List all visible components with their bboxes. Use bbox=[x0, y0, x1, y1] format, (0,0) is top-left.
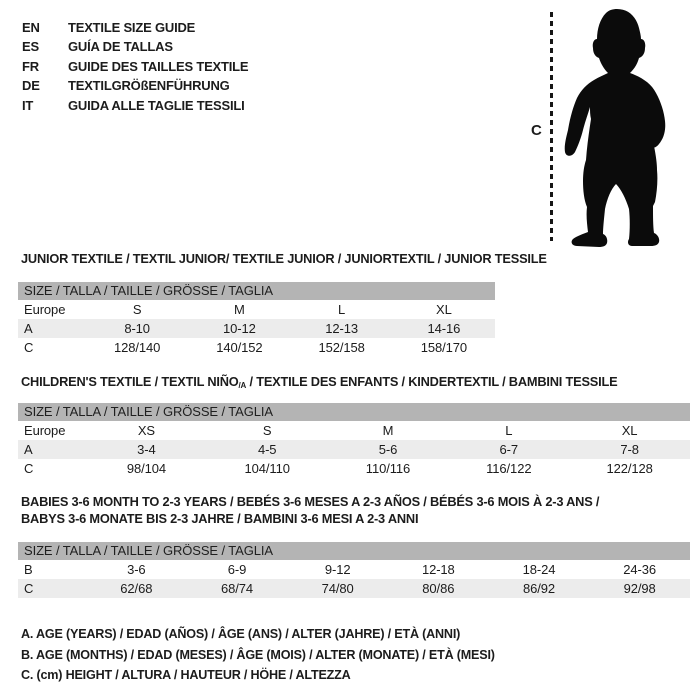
age-cell: 10-12 bbox=[223, 321, 256, 336]
age-cell: 6-7 bbox=[499, 442, 519, 457]
row-label: Europe bbox=[24, 423, 66, 438]
height-cell: 68/74 bbox=[220, 581, 254, 596]
months-cell: 3-6 bbox=[127, 562, 146, 577]
age-cell: 14-16 bbox=[427, 321, 461, 336]
months-cell: 9-12 bbox=[324, 562, 351, 577]
row-label: A bbox=[24, 321, 33, 336]
children-size-table bbox=[18, 403, 690, 478]
children-title-sub: /A bbox=[238, 381, 247, 390]
height-cell: 158/170 bbox=[420, 340, 468, 355]
lang-code: DE bbox=[22, 78, 40, 94]
height-cell: 86/92 bbox=[522, 581, 556, 596]
age-cell: 7-8 bbox=[620, 442, 639, 457]
height-dotted-line bbox=[550, 12, 553, 241]
lang-row-en bbox=[22, 18, 248, 37]
age-cell: 4-5 bbox=[257, 442, 277, 457]
height-cell: 62/68 bbox=[120, 581, 153, 596]
babies-section-title bbox=[21, 493, 599, 527]
height-cell: 104/110 bbox=[244, 461, 290, 476]
table-row-europe bbox=[18, 421, 690, 440]
lang-row-de bbox=[22, 76, 248, 95]
lang-code: ES bbox=[22, 39, 39, 55]
babies-title-line2: BABYS 3-6 MONATE BIS 2-3 JAHRE / BAMBINI 3-6 MESI A 2-3 ANNI bbox=[21, 511, 419, 526]
footnote-c: C. (cm) HEIGHT / ALTURA / HAUTEUR / HÖHE / ALTEZZA bbox=[21, 668, 351, 682]
table-row-age bbox=[18, 319, 495, 338]
table-row-age bbox=[18, 440, 690, 459]
height-cell: 110/116 bbox=[365, 461, 411, 476]
babies-size-table bbox=[18, 542, 690, 598]
row-label: Europe bbox=[24, 302, 66, 317]
months-cell: 18-24 bbox=[522, 562, 556, 577]
lang-code: FR bbox=[22, 58, 39, 74]
size-cell: M bbox=[382, 423, 394, 438]
language-list bbox=[22, 18, 248, 115]
footnote-a: A. AGE (YEARS) / EDAD (AÑOS) / ÂGE (ANS) / ALTER (JAHRE) / ETÀ (ANNI) bbox=[21, 627, 461, 641]
age-cell: 12-13 bbox=[325, 321, 358, 336]
months-cell: 12-18 bbox=[421, 562, 455, 577]
size-cell: XL bbox=[621, 423, 638, 438]
children-section-title bbox=[21, 374, 617, 390]
size-header-bar: SIZE / TALLA / TAILLE / GRÖSSE / TAGLIA bbox=[18, 542, 690, 560]
row-label: A bbox=[24, 442, 33, 457]
size-cell: S bbox=[132, 302, 142, 317]
baby-silhouette-icon bbox=[556, 6, 700, 248]
lang-title: TEXTILE SIZE GUIDE bbox=[68, 20, 196, 35]
height-cell: 80/86 bbox=[422, 581, 455, 596]
age-cell: 3-4 bbox=[137, 442, 156, 457]
height-cell: 98/104 bbox=[126, 461, 166, 476]
months-cell: 24-36 bbox=[623, 562, 657, 577]
size-cell: L bbox=[505, 423, 513, 438]
row-label: C bbox=[24, 461, 34, 476]
junior-size-table bbox=[18, 282, 495, 357]
height-cell: 74/80 bbox=[321, 581, 354, 596]
lang-row-es bbox=[22, 37, 248, 56]
lang-title: TEXTILGRÖßENFÜHRUNG bbox=[68, 78, 230, 94]
lang-code: EN bbox=[22, 20, 40, 35]
babies-title-line1: BABIES 3-6 MONTH TO 2-3 YEARS / BEBÉS 3-6 MESES A 2-3 AÑOS / BÉBÉS 3-6 MOIS À 2-3 ANS / bbox=[21, 494, 600, 509]
size-cell: S bbox=[262, 423, 272, 438]
size-header-bar: SIZE / TALLA / TAILLE / GRÖSSE / TAGLIA bbox=[18, 282, 495, 300]
height-cell: 116/122 bbox=[486, 461, 532, 476]
height-cell: 122/128 bbox=[606, 461, 653, 476]
age-cell: 5-6 bbox=[378, 442, 398, 457]
lang-row-fr bbox=[22, 57, 248, 76]
height-cell: 92/98 bbox=[623, 581, 656, 596]
age-cell: 8-10 bbox=[124, 321, 150, 336]
size-header-bar: SIZE / TALLA / TAILLE / GRÖSSE / TAGLIA bbox=[18, 403, 690, 421]
lang-row-it bbox=[22, 96, 248, 115]
size-cell: L bbox=[338, 302, 346, 317]
lang-title: GUÍA DE TALLAS bbox=[68, 39, 173, 55]
height-measure-label: C bbox=[531, 122, 542, 139]
legend-footnotes bbox=[21, 624, 495, 686]
table-row-height bbox=[18, 338, 495, 357]
height-cell: 128/140 bbox=[113, 340, 161, 355]
height-cell: 152/158 bbox=[318, 340, 365, 355]
lang-title: GUIDE DES TAILLES TEXTILE bbox=[68, 58, 249, 74]
table-row-height bbox=[18, 579, 690, 598]
table-row-europe bbox=[18, 300, 495, 319]
junior-section-title: JUNIOR TEXTILE / TEXTIL JUNIOR/ TEXTILE JUNIOR / JUNIORTEXTIL / JUNIOR TESSILE bbox=[21, 251, 547, 266]
footnote-b: B. AGE (MONTHS) / EDAD (MESES) / ÂGE (MOIS) / ALTER (MONATE) / ETÀ (MESI) bbox=[21, 647, 495, 662]
height-cell: 140/152 bbox=[216, 340, 263, 355]
size-cell: M bbox=[234, 302, 245, 317]
table-row-months bbox=[18, 560, 690, 579]
lang-code: IT bbox=[22, 97, 34, 113]
months-cell: 6-9 bbox=[227, 562, 247, 577]
size-cell: XL bbox=[436, 302, 452, 317]
row-label: C bbox=[24, 340, 34, 355]
lang-title: GUIDA ALLE TAGLIE TESSILI bbox=[68, 97, 245, 113]
size-cell: XS bbox=[137, 423, 155, 438]
children-title-rest: / TEXTILE DES ENFANTS / KINDERTEXTIL / BAMBINI TESSILE bbox=[246, 374, 618, 389]
children-title-main: CHILDREN'S TEXTILE / TEXTIL NIÑO bbox=[21, 374, 239, 389]
row-label: B bbox=[24, 562, 33, 577]
table-row-height bbox=[18, 459, 690, 478]
row-label: C bbox=[24, 581, 34, 596]
